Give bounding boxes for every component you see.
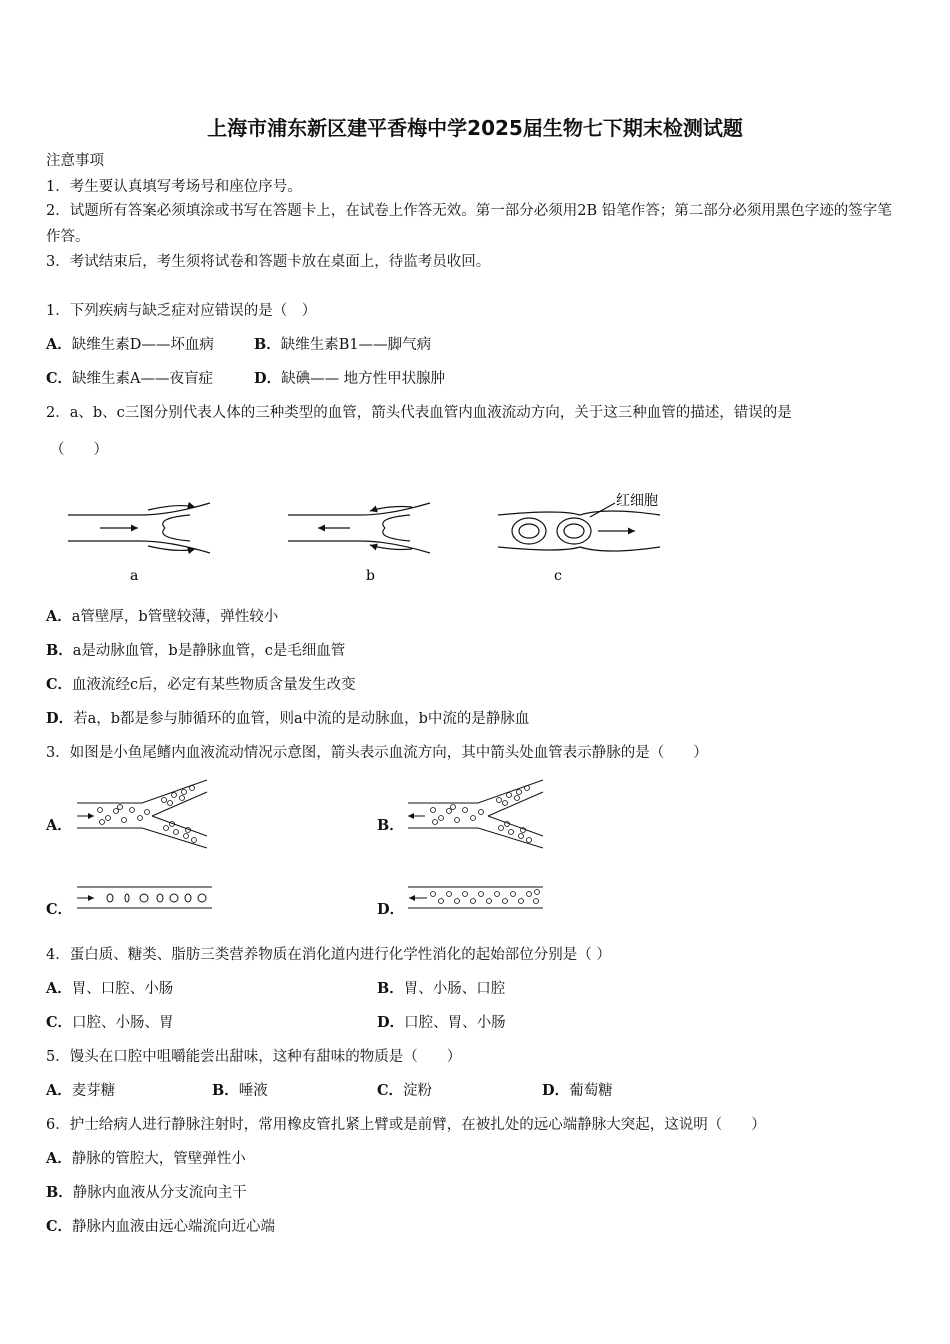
- q6-option-c: C．静脉内血液由远心端流向近心端: [46, 1218, 276, 1235]
- q4-option-d: D．口腔、胃、小肠: [377, 1014, 506, 1031]
- q3-option-c-figure: [72, 884, 217, 912]
- q6-option-b: B．静脉内血液从分支流向主干: [46, 1184, 247, 1201]
- vessel-b: [288, 503, 430, 553]
- figure-label-b: b: [366, 568, 375, 584]
- q4-option-a: A．胃、口腔、小肠: [46, 980, 174, 997]
- q3-option-d-figure: [403, 884, 548, 912]
- figure-label-a: a: [130, 568, 139, 584]
- q1-stem: 1．下列疾病与缺乏症对应错误的是（ ）: [46, 303, 317, 319]
- q2-figure: [60, 485, 680, 590]
- q4-stem: 4．蛋白质、糖类、脂肪三类营养物质在消化道内进行化学性消化的起始部位分别是（ ）: [46, 947, 611, 963]
- q3-option-b-figure: [403, 778, 548, 850]
- vessel-c: [498, 503, 660, 551]
- q1-option-b: B．缺维生素B1——脚气病: [254, 336, 432, 353]
- q5-option-a: A．麦芽糖: [46, 1082, 116, 1099]
- q3-option-a-figure: [72, 778, 217, 850]
- q3-option-b-label: B．: [377, 817, 404, 834]
- vessel-a: [68, 503, 210, 553]
- q1-option-c: C．缺维生素A——夜盲症: [46, 370, 214, 387]
- notice-heading: 注意事项: [46, 153, 104, 169]
- q1-option-a: A．缺维生素D——坏血病: [46, 336, 214, 353]
- q3-stem: 3．如图是小鱼尾鳍内血液流动情况示意图，箭头表示血流方向，其中箭头处血管表示静脉的是（ ）: [46, 745, 708, 761]
- q3-option-a-label: A．: [46, 817, 72, 834]
- q2-option-a: A．a管壁厚，b管壁较薄，弹性较小: [46, 608, 279, 625]
- notice-item-3: 3．考试结束后，考生须将试卷和答题卡放在桌面上，待监考员收回。: [46, 254, 491, 270]
- figure-label-c: c: [554, 568, 562, 584]
- q2-option-d: D．若a，b都是参与肺循环的血管，则a中流的是动脉血，b中流的是静脉血: [46, 710, 530, 727]
- q5-stem: 5．馒头在口腔中咀嚼能尝出甜味，这种有甜味的物质是（ ）: [46, 1049, 462, 1065]
- q4-option-b: B．胃、小肠、口腔: [377, 980, 506, 997]
- figure-label-rbc: 红细胞: [616, 493, 658, 509]
- q2-stem: 2．a、b、c三图分别代表人体的三种类型的血管，箭头代表血管内血液流动方向，关于这三种血管的描述，错误的是: [46, 405, 792, 421]
- q5-option-c: C．淀粉: [377, 1082, 433, 1099]
- q2-option-b: B．a是动脉血管，b是静脉血管，c是毛细血管: [46, 642, 346, 659]
- q2-option-c: C．血液流经c后，必定有某些物质含量发生改变: [46, 676, 356, 693]
- q4-option-c: C．口腔、小肠、胃: [46, 1014, 174, 1031]
- q5-option-b: B．唾液: [212, 1082, 268, 1099]
- page-title: 上海市浦东新区建平香梅中学2025届生物七下期末检测试题: [207, 116, 743, 140]
- notice-item-1: 1．考生要认真填写考场号和座位序号。: [46, 179, 302, 195]
- q6-option-a: A．静脉的管腔大，管壁弹性小: [46, 1150, 246, 1167]
- q2-paren: （ ）: [50, 442, 108, 458]
- q3-option-c-label: C．: [46, 901, 73, 918]
- notice-item-2: 2．试题所有答案必须填涂或书写在答题卡上，在试卷上作答无效。第一部分必须用2B 铅笔作答；第二部分必须用黑色字迹的签字笔作答。: [46, 203, 892, 245]
- q1-option-d: D．缺碘—— 地方性甲状腺肿: [254, 370, 446, 387]
- q6-stem: 6．护士给病人进行静脉注射时，常用橡皮管扎紧上臂或是前臂，在被扎处的远心端静脉大突起，这说明（ ）: [46, 1117, 766, 1133]
- q3-option-d-label: D．: [377, 901, 405, 918]
- q5-option-d: D．葡萄糖: [542, 1082, 613, 1099]
